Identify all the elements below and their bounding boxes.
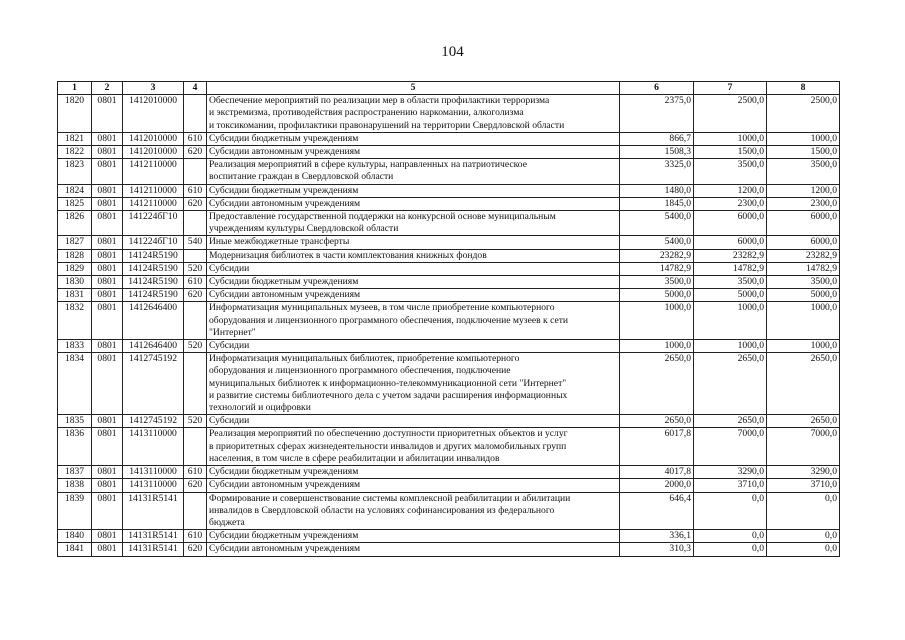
description-line: Иные межбюджетные трансферты (209, 236, 350, 248)
expense-type-cell: 540 (184, 236, 207, 249)
row-number-cell: 1831 (58, 289, 92, 302)
expense-type-cell (184, 428, 207, 466)
amount-col8-cell: 2300,0 (767, 197, 840, 210)
table-row (58, 428, 840, 466)
amount-col8-cell: 2650,0 (767, 415, 840, 428)
description-line: и токсикомании, профилактики правонарушений на территории Свердловской области (209, 119, 565, 131)
header-cell: 8 (767, 82, 840, 95)
table-row (58, 340, 840, 353)
description-line: Субсидии автономным учреждениям (209, 197, 361, 209)
header-cell: 3 (123, 82, 184, 95)
section-code-cell: 0801 (92, 428, 123, 466)
amount-col6-cell: 1000,0 (620, 340, 694, 353)
table-body (58, 95, 840, 556)
section-code-cell: 0801 (92, 249, 123, 262)
amount-col7-cell: 2650,0 (694, 353, 767, 415)
amount-col8-cell: 3290,0 (767, 466, 840, 479)
amount-col6-cell: 1508,3 (620, 146, 694, 159)
row-number-cell: 1836 (58, 428, 92, 466)
target-article-cell: 14124R5190 (123, 249, 184, 262)
amount-col7-cell: 1000,0 (694, 302, 767, 340)
description-line: учреждениям культуры Свердловской области (209, 223, 399, 235)
description-line: Формирование и совершенствование системы комплексной реабилитации и абилитации (209, 492, 571, 504)
expense-type-cell (184, 353, 207, 415)
expense-type-cell: 610 (184, 530, 207, 543)
description-cell (207, 132, 620, 145)
description-line: Субсидии бюджетным учреждениям (209, 132, 359, 144)
amount-col7-cell: 3290,0 (694, 466, 767, 479)
description-cell (207, 353, 620, 415)
target-article-cell: 1412010000 (123, 95, 184, 133)
row-number-cell: 1834 (58, 353, 92, 415)
amount-col7-cell: 6000,0 (694, 211, 767, 236)
row-number-cell: 1829 (58, 262, 92, 275)
description-line: Обеспечение мероприятий по реализации мер в области профилактики терроризма (209, 95, 550, 107)
table-row (58, 353, 840, 415)
expense-type-cell (184, 249, 207, 262)
description-line: Субсидии бюджетным учреждениям (209, 530, 359, 542)
description-cell (207, 146, 620, 159)
description-cell (207, 492, 620, 530)
section-code-cell: 0801 (92, 95, 123, 133)
description-cell (207, 211, 620, 236)
row-number-cell: 1839 (58, 492, 92, 530)
description-line: Реализация мероприятий по обеспечению доступности приоритетных объектов и услуг (209, 428, 568, 440)
section-code-cell: 0801 (92, 262, 123, 275)
description-line: в приоритетных сферах жизнедеятельности инвалидов и других маломобильных групп (209, 440, 567, 452)
table-row (58, 479, 840, 492)
amount-col8-cell: 6000,0 (767, 211, 840, 236)
section-code-cell: 0801 (92, 353, 123, 415)
description-cell (207, 197, 620, 210)
header-cell: 5 (207, 82, 620, 95)
description-cell (207, 302, 620, 340)
amount-col8-cell: 0,0 (767, 543, 840, 556)
amount-col6-cell: 1480,0 (620, 184, 694, 197)
amount-col7-cell: 0,0 (694, 543, 767, 556)
amount-col7-cell: 0,0 (694, 530, 767, 543)
description-line: оборудования и лицензионного программного обеспечения, подключение (209, 365, 511, 377)
target-article-cell: 1412646400 (123, 340, 184, 353)
table-row (58, 249, 840, 262)
description-cell (207, 289, 620, 302)
amount-col8-cell: 1500,0 (767, 146, 840, 159)
page-number: 104 (441, 44, 464, 60)
amount-col8-cell: 1000,0 (767, 132, 840, 145)
amount-col6-cell: 2650,0 (620, 415, 694, 428)
description-line: Информатизация муниципальных библиотек, приобретение компьютерного (209, 353, 520, 365)
row-number-cell: 1825 (58, 197, 92, 210)
amount-col6-cell: 5400,0 (620, 211, 694, 236)
description-cell (207, 262, 620, 275)
budget-table (57, 81, 840, 557)
expense-type-cell: 520 (184, 262, 207, 275)
amount-col6-cell: 1000,0 (620, 302, 694, 340)
section-code-cell: 0801 (92, 211, 123, 236)
amount-col8-cell: 7000,0 (767, 428, 840, 466)
expense-type-cell: 610 (184, 466, 207, 479)
expense-type-cell (184, 302, 207, 340)
amount-col8-cell: 0,0 (767, 530, 840, 543)
amount-col7-cell: 1500,0 (694, 146, 767, 159)
description-line: населения, в том числе в сфере реабилитации и абилитации инвалидов (209, 452, 500, 464)
expense-type-cell: 610 (184, 184, 207, 197)
amount-col7-cell: 3710,0 (694, 479, 767, 492)
amount-col7-cell: 7000,0 (694, 428, 767, 466)
expense-type-cell: 620 (184, 479, 207, 492)
row-number-cell: 1828 (58, 249, 92, 262)
description-line: Модернизация библиотек в части комплектования книжных фондов (209, 249, 487, 261)
description-line: бюджета (209, 516, 245, 528)
description-cell (207, 184, 620, 197)
section-code-cell: 0801 (92, 543, 123, 556)
description-cell (207, 276, 620, 289)
target-article-cell: 14124R5190 (123, 262, 184, 275)
amount-col7-cell: 5000,0 (694, 289, 767, 302)
target-article-cell: 1412745192 (123, 353, 184, 415)
amount-col6-cell: 3500,0 (620, 276, 694, 289)
table-row (58, 289, 840, 302)
expense-type-cell (184, 95, 207, 133)
description-cell (207, 159, 620, 184)
table-row (58, 262, 840, 275)
description-cell (207, 249, 620, 262)
amount-col7-cell: 6000,0 (694, 236, 767, 249)
row-number-cell: 1827 (58, 236, 92, 249)
table-row (58, 95, 840, 133)
expense-type-cell: 610 (184, 132, 207, 145)
section-code-cell: 0801 (92, 492, 123, 530)
table-row (58, 530, 840, 543)
header-cell: 7 (694, 82, 767, 95)
amount-col7-cell: 2300,0 (694, 197, 767, 210)
target-article-cell: 1412646400 (123, 302, 184, 340)
description-line: инвалидов в Свердловской области на условиях софинансирования из федерального (209, 504, 555, 516)
amount-col8-cell: 6000,0 (767, 236, 840, 249)
target-article-cell: 1413110000 (123, 466, 184, 479)
amount-col6-cell: 6017,8 (620, 428, 694, 466)
section-code-cell: 0801 (92, 146, 123, 159)
expense-type-cell: 520 (184, 415, 207, 428)
section-code-cell: 0801 (92, 159, 123, 184)
amount-col8-cell: 5000,0 (767, 289, 840, 302)
row-number-cell: 1823 (58, 159, 92, 184)
section-code-cell: 0801 (92, 479, 123, 492)
section-code-cell: 0801 (92, 530, 123, 543)
amount-col8-cell: 2500,0 (767, 95, 840, 133)
description-line: Субсидии (209, 340, 250, 352)
target-article-cell: 1412110000 (123, 184, 184, 197)
description-cell (207, 530, 620, 543)
table-row (58, 543, 840, 556)
amount-col6-cell: 2650,0 (620, 353, 694, 415)
amount-col6-cell: 3325,0 (620, 159, 694, 184)
amount-col8-cell: 1000,0 (767, 302, 840, 340)
expense-type-cell: 620 (184, 289, 207, 302)
header-cell: 4 (184, 82, 207, 95)
target-article-cell: 1412110000 (123, 197, 184, 210)
row-number-cell: 1835 (58, 415, 92, 428)
table-row (58, 236, 840, 249)
description-line: муниципальных библиотек к информационно-телекоммуникационной сети "Интернет" (209, 377, 567, 389)
row-number-cell: 1821 (58, 132, 92, 145)
description-line: "Интернет" (209, 326, 256, 338)
table-row (58, 159, 840, 184)
amount-col6-cell: 14782,9 (620, 262, 694, 275)
section-code-cell: 0801 (92, 236, 123, 249)
expense-type-cell: 610 (184, 276, 207, 289)
target-article-cell: 141224бГ10 (123, 211, 184, 236)
amount-col7-cell: 2500,0 (694, 95, 767, 133)
description-line: и экстремизма, противодействия распространению наркомании, алкоголизма (209, 107, 524, 119)
section-code-cell: 0801 (92, 197, 123, 210)
description-cell (207, 95, 620, 133)
amount-col6-cell: 866,7 (620, 132, 694, 145)
amount-col8-cell: 3710,0 (767, 479, 840, 492)
row-number-cell: 1824 (58, 184, 92, 197)
description-line: Реализация мероприятий в сфере культуры, направленных на патриотическое (209, 159, 527, 171)
description-cell (207, 236, 620, 249)
description-cell (207, 466, 620, 479)
description-line: Субсидии бюджетным учреждениям (209, 466, 359, 478)
row-number-cell: 1822 (58, 146, 92, 159)
table-row (58, 492, 840, 530)
amount-col6-cell: 23282,9 (620, 249, 694, 262)
description-line: и развитие системы библиотечного дела с учетом задачи расширения информационных (209, 389, 568, 401)
description-cell (207, 340, 620, 353)
amount-col7-cell: 1000,0 (694, 132, 767, 145)
description-line: Субсидии (209, 262, 250, 274)
description-line: Субсидии бюджетным учреждениям (209, 184, 359, 196)
target-article-cell: 14131R5141 (123, 543, 184, 556)
table-header-row (58, 82, 840, 95)
expense-type-cell: 620 (184, 197, 207, 210)
target-article-cell: 1413110000 (123, 479, 184, 492)
description-cell (207, 415, 620, 428)
section-code-cell: 0801 (92, 302, 123, 340)
amount-col7-cell: 1200,0 (694, 184, 767, 197)
amount-col8-cell: 14782,9 (767, 262, 840, 275)
description-cell (207, 479, 620, 492)
section-code-cell: 0801 (92, 184, 123, 197)
amount-col6-cell: 5400,0 (620, 236, 694, 249)
amount-col7-cell: 0,0 (694, 492, 767, 530)
table-row (58, 132, 840, 145)
section-code-cell: 0801 (92, 340, 123, 353)
target-article-cell: 14131R5141 (123, 492, 184, 530)
row-number-cell: 1840 (58, 530, 92, 543)
amount-col8-cell: 23282,9 (767, 249, 840, 262)
amount-col7-cell: 14782,9 (694, 262, 767, 275)
table-row (58, 184, 840, 197)
table-row (58, 466, 840, 479)
amount-col8-cell: 3500,0 (767, 276, 840, 289)
description-line: Субсидии (209, 415, 250, 427)
amount-col6-cell: 2375,0 (620, 95, 694, 133)
amount-col7-cell: 23282,9 (694, 249, 767, 262)
amount-col6-cell: 2000,0 (620, 479, 694, 492)
expense-type-cell (184, 159, 207, 184)
target-article-cell: 1412010000 (123, 146, 184, 159)
table-row (58, 415, 840, 428)
target-article-cell: 14131R5141 (123, 530, 184, 543)
amount-col6-cell: 310,3 (620, 543, 694, 556)
target-article-cell: 1412010000 (123, 132, 184, 145)
amount-col8-cell: 0,0 (767, 492, 840, 530)
table-row (58, 276, 840, 289)
section-code-cell: 0801 (92, 415, 123, 428)
amount-col6-cell: 1845,0 (620, 197, 694, 210)
target-article-cell: 141224бГ10 (123, 236, 184, 249)
section-code-cell: 0801 (92, 276, 123, 289)
description-line: Субсидии автономным учреждениям (209, 146, 361, 158)
target-article-cell: 14124R5190 (123, 289, 184, 302)
row-number-cell: 1838 (58, 479, 92, 492)
target-article-cell: 1412745192 (123, 415, 184, 428)
row-number-cell: 1826 (58, 211, 92, 236)
expense-type-cell (184, 492, 207, 530)
row-number-cell: 1837 (58, 466, 92, 479)
header-cell: 2 (92, 82, 123, 95)
description-line: Предоставление государственной поддержки на конкурсной основе муниципальным (209, 211, 556, 223)
expense-type-cell: 520 (184, 340, 207, 353)
amount-col7-cell: 2650,0 (694, 415, 767, 428)
description-line: Субсидии автономным учреждениям (209, 289, 361, 301)
description-line: Субсидии автономным учреждениям (209, 543, 361, 555)
amount-col7-cell: 3500,0 (694, 159, 767, 184)
target-article-cell: 1413110000 (123, 428, 184, 466)
expense-type-cell: 620 (184, 543, 207, 556)
amount-col8-cell: 2650,0 (767, 353, 840, 415)
description-line: Субсидии бюджетным учреждениям (209, 276, 359, 288)
amount-col8-cell: 1000,0 (767, 340, 840, 353)
section-code-cell: 0801 (92, 466, 123, 479)
section-code-cell: 0801 (92, 132, 123, 145)
amount-col6-cell: 336,1 (620, 530, 694, 543)
amount-col8-cell: 3500,0 (767, 159, 840, 184)
row-number-cell: 1830 (58, 276, 92, 289)
row-number-cell: 1841 (58, 543, 92, 556)
row-number-cell: 1820 (58, 95, 92, 133)
description-line: Субсидии автономным учреждениям (209, 479, 361, 491)
row-number-cell: 1832 (58, 302, 92, 340)
amount-col6-cell: 5000,0 (620, 289, 694, 302)
description-line: Информатизация муниципальных музеев, в том числе приобретение компьютерного (209, 302, 555, 314)
table-row (58, 146, 840, 159)
table-row (58, 211, 840, 236)
section-code-cell: 0801 (92, 289, 123, 302)
amount-col7-cell: 1000,0 (694, 340, 767, 353)
amount-col7-cell: 3500,0 (694, 276, 767, 289)
expense-type-cell (184, 211, 207, 236)
target-article-cell: 14124R5190 (123, 276, 184, 289)
amount-col8-cell: 1200,0 (767, 184, 840, 197)
amount-col6-cell: 4017,8 (620, 466, 694, 479)
description-line: оборудования и лицензионного программного обеспечения, подключение музеев к сети (209, 314, 569, 326)
description-cell (207, 543, 620, 556)
table-row (58, 302, 840, 340)
description-cell (207, 428, 620, 466)
header-cell: 6 (620, 82, 694, 95)
header-cell: 1 (58, 82, 92, 95)
table-row (58, 197, 840, 210)
description-line: воспитание граждан в Свердловской области (209, 171, 394, 183)
description-line: технологий и оцифровки (209, 402, 311, 414)
row-number-cell: 1833 (58, 340, 92, 353)
amount-col6-cell: 646,4 (620, 492, 694, 530)
expense-type-cell: 620 (184, 146, 207, 159)
target-article-cell: 1412110000 (123, 159, 184, 184)
